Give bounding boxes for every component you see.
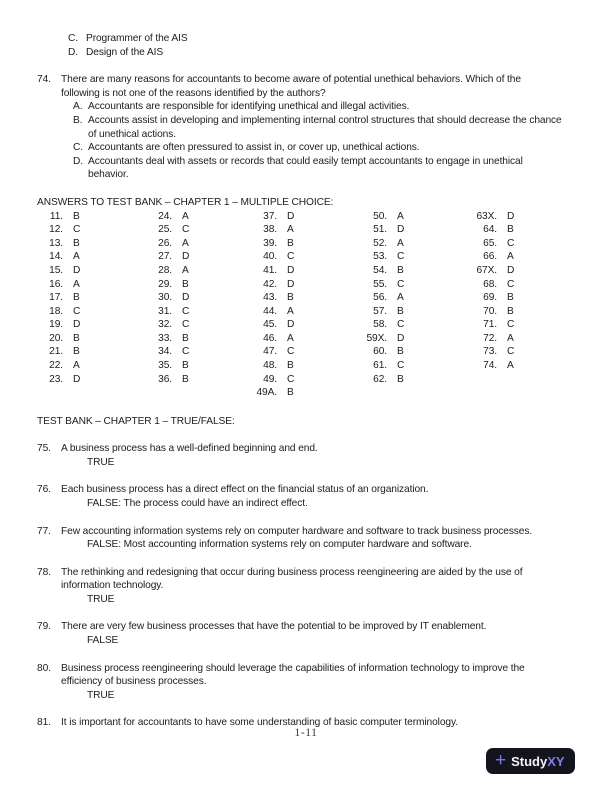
answer-entry-letter: B [397,305,404,317]
answer-entry [465,318,514,332]
answer-entry-number: 36. [158,373,172,385]
tf-answer-line: TRUE [87,689,115,701]
answer-entry [465,264,514,278]
answer-entry-letter: B [287,360,294,372]
page-number: 1-11 [294,727,318,739]
answer-entry [140,305,189,319]
answer-entry-letter: C [397,319,405,331]
tf-answer-line: FALSE: Most accounting information systems rely on computer hardware and software. [87,539,472,551]
tf-question-number: 75. [37,443,51,455]
answer-entry-number: 30. [158,292,172,304]
answer-entry-number: 41. [263,264,277,276]
answer-entry [355,305,404,319]
answer-entry [140,237,189,251]
answer-entry-letter: D [287,264,295,276]
tf-question-text-line: efficiency of business processes. [61,676,207,688]
tf-question-number: 80. [37,662,51,674]
answer-entry-number: 25. [158,224,172,236]
answer-entry-letter: B [287,292,294,304]
brand-xy: XY [547,753,565,769]
tf-question [37,483,585,510]
tf-question-text-line: Each business process has a direct effect on the financial status of an organization. [61,484,429,496]
answer-entry-number: 19. [49,319,63,331]
answer-entry [31,250,80,264]
question-text-line: following is not one of the reasons identified by the authors? [61,87,326,99]
answer-entry-number: 65. [483,237,497,249]
option-letter: A. [73,101,83,113]
answer-entry-letter: B [73,237,80,249]
answer-entry-letter: A [287,305,294,317]
answer-entry-letter: A [397,210,404,222]
answer-entry [140,278,189,292]
answer-entry-letter: C [287,373,295,385]
answer-entry [245,332,294,346]
tf-questions [37,442,585,730]
answer-entry [31,318,80,332]
answer-entry [245,210,294,224]
answer-entry [31,332,80,346]
answer-entry-number: 55. [373,278,387,290]
answer-entry [31,345,80,359]
answer-entry [245,291,294,305]
answer-entry [140,359,189,373]
answer-entry-number: 73. [483,346,497,358]
answer-entry [140,332,189,346]
answer-entry [355,278,404,292]
answer-entry-letter: C [397,278,405,290]
answer-entry-number: 53. [373,251,387,263]
answer-entry [465,223,514,237]
answer-entry-number: 32. [158,319,172,331]
answer-entry-letter: B [397,373,404,385]
question-74 [37,73,585,182]
answer-entry [245,373,294,387]
question-74-options [61,100,585,182]
answer-entry [465,291,514,305]
answer-grid-column [465,210,514,373]
answer-entry-letter: D [73,373,81,385]
option-letter: D. [68,46,78,58]
answer-entry-letter: B [182,360,189,372]
answer-entry [31,359,80,373]
answer-entry-letter: C [182,224,190,236]
answer-grid-column [355,210,404,387]
answer-entry-letter: A [182,264,189,276]
tf-answer-line: FALSE: The process could have an indirect effect. [87,497,308,509]
tf-answer-line: TRUE [87,593,115,605]
answer-entry-letter: D [397,224,405,236]
answer-entry [465,237,514,251]
answer-entry-letter: B [397,346,404,358]
answer-entry-number: 20. [49,332,63,344]
answer-entry-number: 31. [158,305,172,317]
answer-entry [140,250,189,264]
answer-entry [465,345,514,359]
option-text-line: behavior. [88,169,129,181]
answer-entry-number: 34. [158,346,172,358]
tf-question-text-line: Business process reengineering should leverage the capabilities of information technology to improve the [61,662,525,674]
option-text-line: Accountants deal with assets or records that could easily tempt accountants to engage in unethical [88,155,523,167]
tf-question-text-line: The rethinking and redesigning that occur during business process reengineering are aided by the use of [61,566,523,578]
answer-entry-letter: B [507,292,514,304]
answer-entry [355,345,404,359]
answer-entry [465,210,514,224]
mc-answers-heading: ANSWERS TO TEST BANK – CHAPTER 1 – MULTIPLE CHOICE: [37,196,334,208]
answer-entry [355,210,404,224]
answer-entry-number: 44. [263,305,277,317]
answer-entry-letter: B [507,305,514,317]
option-letter: C. [73,142,83,154]
answer-entry-number: 56. [373,292,387,304]
answer-entry-number: 21. [49,346,63,358]
answer-entry [140,264,189,278]
answer-entry-number: 46. [263,332,277,344]
answer-entry-letter: A [73,360,80,372]
prior-options [37,32,585,59]
option-letter: C. [68,33,78,44]
question-text-line: There are many reasons for accountants to become aware of potential unethical behaviors. Which of the [61,74,521,86]
answer-entry [140,318,189,332]
answer-entry-number: 14. [49,251,63,263]
answer-entry-number: 23. [49,373,63,385]
answer-entry [31,278,80,292]
answer-grid-column [31,210,80,387]
answer-entry-number: 67X. [476,264,497,276]
answer-entry-letter: C [507,237,515,249]
answer-entry-letter: D [287,278,295,290]
page-content [37,32,585,730]
answer-entry [465,278,514,292]
answer-entry [31,291,80,305]
answer-entry-number: 59X. [366,332,387,344]
answer-entry-number: 27. [158,251,172,263]
tf-answer-line: FALSE [87,635,119,647]
tf-question-number: 76. [37,484,51,496]
answer-entry [140,210,189,224]
answer-entry-letter: D [287,319,295,331]
answer-option [73,114,585,141]
answer-entry-number: 48. [263,360,277,372]
answer-entry-letter: C [182,305,190,317]
tf-question [37,620,585,647]
tf-question [37,525,585,552]
answer-entry [355,250,404,264]
answer-entry [355,373,404,387]
answer-entry-letter: A [182,237,189,249]
answer-entry-letter: A [507,332,514,344]
option-text-line: Accountants are often pressured to assist in, or cover up, unethical actions. [88,142,420,154]
answer-entry [245,223,294,237]
tf-answer-line: TRUE [87,456,115,468]
tf-question-text-line: Few accounting information systems rely on computer hardware and software to track business processes. [61,525,533,537]
answer-entry-letter: C [507,278,515,290]
answer-entry [140,345,189,359]
answer-entry-number: 37. [263,210,277,222]
option-letter: B. [73,114,83,126]
brand-text [511,755,564,768]
answer-entry-letter: B [182,373,189,385]
answer-entry-letter: C [73,305,81,317]
answer-entry-letter: B [182,332,189,344]
tf-question-text-line: There are very few business processes that have the potential to be improved by IT enablement. [61,621,487,633]
option-text: Programmer of the AIS [86,33,188,44]
answer-entry-letter: A [507,360,514,372]
answer-entry-number: 26. [158,237,172,249]
answer-entry-number: 49A. [256,387,277,399]
answer-entry-number: 24. [158,210,172,222]
answer-entry-number: 50. [373,210,387,222]
answer-entry-letter: A [397,237,404,249]
option-text [88,100,409,114]
answer-entry-number: 17. [49,292,63,304]
tf-question [37,662,585,703]
tf-question [37,442,585,469]
answer-entry [465,250,514,264]
question-74-text [61,73,585,100]
answer-entry-number: 71. [483,319,497,331]
answer-entry-letter: C [507,346,515,358]
answer-option [37,32,585,46]
option-text-line: Accountants are responsible for identifying unethical and illegal activities. [88,101,410,113]
answer-entry [245,305,294,319]
answer-entry-number: 51. [373,224,387,236]
answer-entry-number: 42. [263,278,277,290]
answer-entry-letter: A [507,251,514,263]
answer-entry-letter: B [287,237,294,249]
option-text [88,141,420,155]
tf-question-text-line: information technology. [61,580,164,592]
answer-entry-number: 16. [49,278,63,290]
answer-entry [245,278,294,292]
answer-entry-number: 54. [373,264,387,276]
answer-entry [355,237,404,251]
answer-grid [37,210,585,401]
tf-question-text-line: It is important for accountants to have some understanding of basic computer terminology. [61,717,458,729]
answer-entry-letter: C [397,360,405,372]
question-number: 74. [37,74,51,86]
tf-question-text-line: A business process has a well-defined beginning and end. [61,443,318,455]
tf-question [37,566,585,607]
option-text-line: of unethical actions. [88,128,176,140]
answer-entry-number: 35. [158,360,172,372]
answer-entry-letter: C [397,251,405,263]
answer-entry-letter: A [73,278,80,290]
tf-question-number: 81. [37,717,51,729]
brand-study: Study [511,753,548,769]
answer-entry [31,223,80,237]
answer-entry [245,359,294,373]
answer-entry-letter: B [73,332,80,344]
answer-entry-letter: C [73,224,81,236]
answer-option [73,100,585,114]
answer-option [37,46,585,60]
answer-entry-number: 33. [158,332,172,344]
answer-entry [355,332,404,346]
answer-entry [140,223,189,237]
answer-entry [465,332,514,346]
answer-entry [355,291,404,305]
answer-entry-letter: A [73,251,80,263]
answer-entry-letter: D [73,264,81,276]
answer-entry-number: 40. [263,251,277,263]
answer-entry-number: 22. [49,360,63,372]
answer-entry [465,359,514,373]
answer-entry-number: 57. [373,305,387,317]
answer-entry [355,318,404,332]
answer-entry-number: 74. [483,360,497,372]
answer-entry-letter: B [397,264,404,276]
answer-entry-number: 72. [483,332,497,344]
answer-entry-letter: D [287,210,295,222]
answer-entry [245,318,294,332]
answer-entry-number: 47. [263,346,277,358]
option-text-line: Accounts assist in developing and implementing internal control structures that should decrease the chance [88,114,562,126]
option-letter: D. [73,155,83,167]
answer-entry-letter: A [287,332,294,344]
answer-entry-number: 70. [483,305,497,317]
answer-entry-number: 13. [49,237,63,249]
plus-icon: + [495,749,507,771]
answer-entry-number: 69. [483,292,497,304]
option-text: Design of the AIS [86,46,164,58]
answer-entry-letter: B [73,346,80,358]
answer-entry-number: 66. [483,251,497,263]
answer-entry [245,264,294,278]
answer-entry-number: 64. [483,224,497,236]
answer-entry-number: 12. [49,224,63,236]
tf-question-body [61,620,585,647]
tf-question-number: 77. [37,525,51,537]
answer-entry-number: 58. [373,319,387,331]
answer-entry-letter: D [397,332,405,344]
answer-entry-letter: D [73,319,81,331]
studyxy-watermark [486,748,575,774]
answer-entry-letter: B [73,292,80,304]
tf-question-body [61,566,585,607]
answer-entry-letter: B [287,387,294,399]
answer-entry-letter: A [397,292,404,304]
answer-entry [245,345,294,359]
answer-entry-number: 38. [263,224,277,236]
answer-entry [465,305,514,319]
question-body [61,73,585,182]
answer-entry [31,237,80,251]
answer-entry-number: 43. [263,292,277,304]
answer-entry-letter: C [182,319,190,331]
answer-entry-number: 63X. [476,210,497,222]
answer-entry-letter: C [287,346,295,358]
answer-entry-number: 49. [263,373,277,385]
answer-entry-letter: A [182,210,189,222]
answer-entry [355,264,404,278]
tf-question-body [61,662,585,703]
answer-entry-letter: C [287,251,295,263]
answer-entry-number: 11. [49,210,63,222]
answer-entry-number: 29. [158,278,172,290]
tf-question-number: 78. [37,566,51,578]
answer-entry-letter: B [507,224,514,236]
answer-entry-number: 28. [158,264,172,276]
tf-section-heading: TEST BANK – CHAPTER 1 – TRUE/FALSE: [37,415,235,427]
answer-entry [355,359,404,373]
answer-entry-letter: A [287,224,294,236]
answer-entry-letter: D [507,210,515,222]
answer-entry [245,386,294,400]
answer-entry [31,210,80,224]
answer-entry [31,373,80,387]
answer-entry-number: 61. [373,360,387,372]
tf-question-body [61,442,585,469]
answer-option [73,141,585,155]
answer-entry-letter: B [182,278,189,290]
answer-entry-number: 45. [263,319,277,331]
answer-entry-number: 68. [483,278,497,290]
answer-grid-column [140,210,189,387]
answer-entry [31,264,80,278]
tf-question-body [61,483,585,510]
answer-entry [245,237,294,251]
answer-grid-column [245,210,294,400]
answer-entry-number: 15. [49,264,63,276]
answer-entry-letter: D [507,264,515,276]
option-text [88,114,562,141]
answer-entry-number: 18. [49,305,63,317]
answer-entry [31,305,80,319]
answer-entry [140,373,189,387]
answer-entry-number: 60. [373,346,387,358]
answer-option [73,155,585,182]
answer-entry [355,223,404,237]
tf-question-number: 79. [37,621,51,633]
option-text [88,155,523,182]
answer-entry-letter: D [182,292,190,304]
tf-question-body [61,525,585,552]
answer-entry-number: 39. [263,237,277,249]
answer-entry-letter: B [73,210,80,222]
answer-entry [245,250,294,264]
answer-entry [140,291,189,305]
answer-entry-number: 62. [373,373,387,385]
answer-entry-letter: C [507,319,515,331]
answer-entry-letter: C [182,346,190,358]
answer-entry-number: 52. [373,237,387,249]
answer-entry-letter: D [182,251,190,263]
